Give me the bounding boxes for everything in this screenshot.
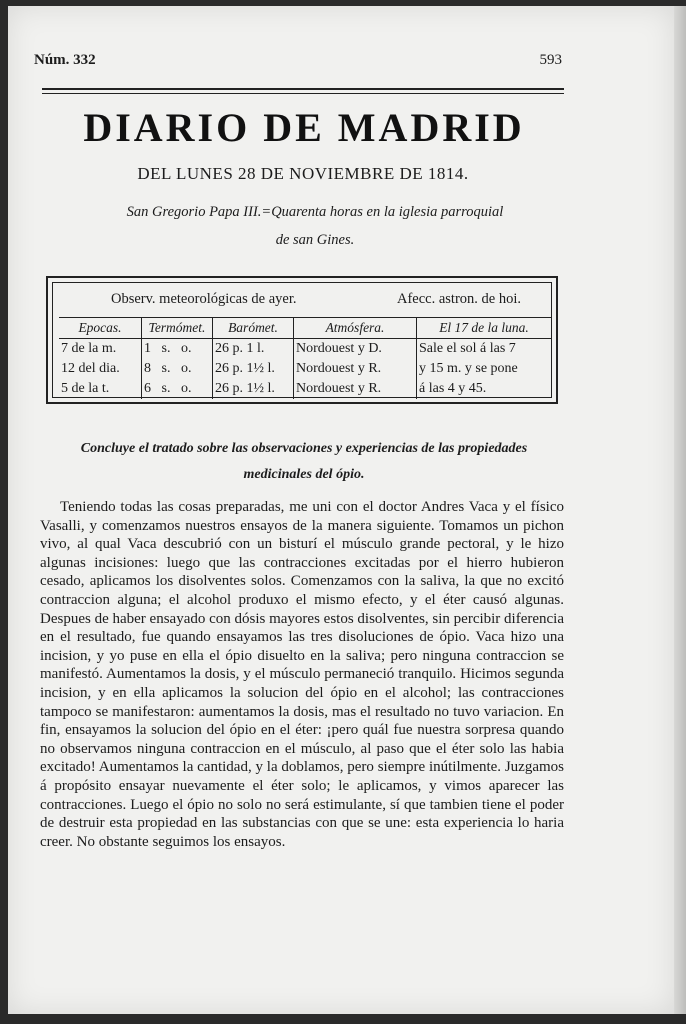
table-cell: 7 de la m. <box>59 339 142 360</box>
issue-date: DEL LUNES 28 DE NOVIEMBRE DE 1814. <box>137 164 469 183</box>
table-cell: 26 p. 1 l. <box>213 339 294 360</box>
table-cell: 12 del dia. <box>59 359 142 379</box>
table-cell: 26 p. 1½ l. <box>213 379 294 399</box>
table-row <box>59 339 551 360</box>
weather-title-right: Afecc. astron. de hoi. <box>397 291 522 307</box>
saint-notice-line: de san Gines. <box>275 232 355 248</box>
table-cell: á las 4 y 45. <box>419 381 487 396</box>
weather-box <box>46 276 558 404</box>
table-cell: 8 s. o. <box>142 359 213 379</box>
col-epocas: Epocas. <box>59 318 142 339</box>
col-barometro: Barómet. <box>213 318 294 339</box>
header-rule-thick <box>42 88 564 90</box>
page-number: 593 <box>539 52 562 68</box>
weather-box-inner <box>52 282 552 398</box>
table-cell: 5 de la t. <box>59 379 142 399</box>
table-cell: Nordouest y R. <box>294 379 417 399</box>
table-row <box>59 379 551 399</box>
article-paragraph: Teniendo todas las cosas preparadas, me uni con el doctor Andres Vaca y el físico Vasalli, y comenzamos nuestros ensayos de la manera siguiente. Tomamos un pichon vivo, al qual Vaca descubrió con un bisturí el músculo grande pectoral, y le hizo algunas incisiones: luego que las contracciones excitadas por el hierro hubieron cesado, aplicamos los disolventes solos. Comenzamos con la saliva, la que no excitó contraccion alguna; el alcohol produxo el mismo efecto, y el éter causó algunas. Despues de haber ensayado con dósis mayores estos disolventes, sin percibir diferencia en el resultado, fue quando ensayamos las tres disoluciones de ópio. Vaca hizo una incision, y yo puse en ella el ópio disuelto en la saliva; pero ninguna contraccion se manifestó. Aumentamos la dosis, y el músculo permaneció tranquilo. Hicimos segunda incision, y en ella aplicamos la solucion del ópio en el alcohol; las contracciones tampoco se manifestaron: aumentamos la dosis, mas el resultado no tuvo variacion. En fin, ensayamos la solucion del ópio en el éter: ¡pero quál fue nuestra sorpresa quando no observamos ninguna contraccion en el músculo, al paso que el éter solo las habia excitado! Aumentamos la cantidad, y la doblamos, pero siempre inútilmente. Juzgamos á propósito ensayar nuevamente el éter solo; le aplicamos, y vimos aparecer las contracciones. Luego el ópio no solo no será estimulante, sí que tambien tiene el poder de destruir esta propiedad en las substancias con que se une: esta experiencia lo haria creer. No obstante seguimos los ensayos. <box>40 499 565 850</box>
table-cell: Nordouest y R. <box>294 359 417 379</box>
masthead-title: DIARIO DE MADRID <box>83 105 525 150</box>
weather-title-left: Observ. meteorológicas de ayer. <box>111 291 297 307</box>
table-row <box>59 359 551 379</box>
table-cell: 26 p. 1½ l. <box>213 359 294 379</box>
article-body <box>40 498 564 851</box>
table-cell: Nordouest y D. <box>294 339 417 360</box>
page-edge <box>674 6 686 1014</box>
saint-notice-line: San Gregorio Papa III.=Quarenta horas en la iglesia parroquial <box>126 204 504 220</box>
article-title-line: medicinales del ópio. <box>243 467 365 482</box>
table-cell: 1 s. o. <box>142 339 213 360</box>
col-atmosfera: Atmósfera. <box>294 318 417 339</box>
table-cell: 6 s. o. <box>142 379 213 399</box>
weather-header-row <box>59 318 551 339</box>
col-luna: El 17 de la luna. <box>417 318 552 339</box>
issue-number: Núm. 332 <box>34 52 96 68</box>
article-title <box>44 436 564 488</box>
article-title-line: Concluye el tratado sobre las observaciones y experiencias de las propiedades <box>80 441 528 456</box>
weather-table <box>59 317 551 399</box>
header-rule-thin <box>42 93 564 94</box>
table-cell: y 15 m. y se pone <box>419 361 518 376</box>
saint-notice <box>60 198 570 254</box>
table-cell: Sale el sol á las 7 <box>419 341 516 356</box>
col-termometro: Termómet. <box>142 318 213 339</box>
